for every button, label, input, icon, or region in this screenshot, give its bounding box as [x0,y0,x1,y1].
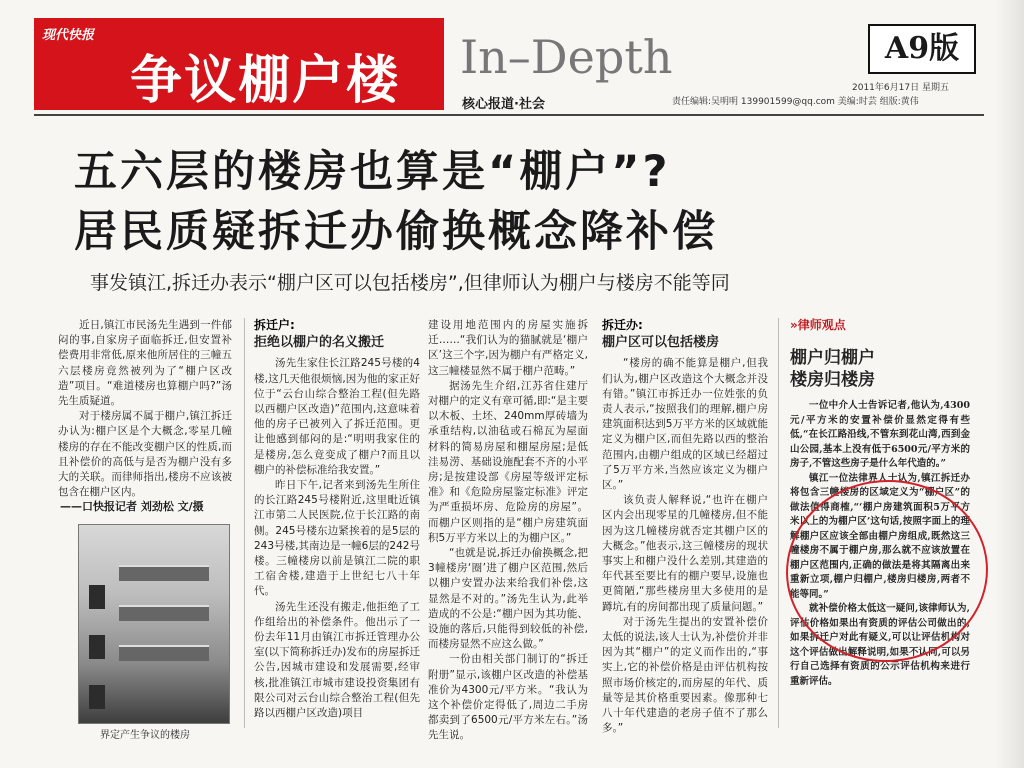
paragraph: “也就是说,拆迁办偷换概念,把3幢楼房‘圈’进了棚户区范围,然后以棚户安置办法来给我们补偿,这显然是不对的。”汤先生认为,此举造成的不公是:“棚户因为其功能、设施的落后,只能得到较低的补偿,而楼房显然不应这么做。” [428,547,588,651]
article-column-4 [602,318,768,748]
opinion-label: »律师观点 [790,318,846,332]
page-number-box: A9版 [868,24,976,74]
photo-caption: 界定产生争议的楼房 [100,730,190,741]
balcony [119,565,209,581]
opinion-title [790,347,970,391]
article-column-2 [254,318,420,748]
article-column-3 [428,318,588,748]
column-divider [778,318,779,728]
paragraph: 对于汤先生提出的安置补偿价太低的说法,该人士认为,补偿价并非因为其“棚户”的定义而作出的,“事实上,它的补偿价格是由评估机构按照市场价核定的,而房屋的年代、质量等是其价格重要因素。像那种七八十年代建造的老房子值不了那么多。” [602,615,768,735]
article-column-1 [58,318,232,518]
subhead-label: 拆迁办: [602,318,643,332]
paragraph: 近日,镇江市民汤先生遇到一件郁闷的事,自家房子面临拆迁,但安置补偿费用非常低,原来他所居住的三幢五六层楼房竟然被列为了“棚户区改造”项目。“难道楼房也算棚户吗?”汤先生质疑道。 [58,319,232,408]
building-photo [78,524,230,724]
balcony [119,645,209,661]
paragraph: 一位中介人士告诉记者,他认为,4300元/平方米的安置补偿价显然定得有些低,“在长江路沿线,不管东到花山湾,西到金山公园,基本上没有低于6500元/平方米的房子,不管这些房子是什么年代造的。” [790,400,970,470]
paragraph: 该负责人解释说,“也许在棚户区内会出现零星的几幢楼房,但不能因为这几幢楼房就否定其棚户区的大概念。”他表示,这三幢楼房的现状事实上和棚户没什么差别,其建造的年代甚至要比有的棚户要早,设施也更简陋,“那些楼房里大多使用的是蹲坑,有的房间都出现了质量问题。” [602,494,768,613]
paragraph: “楼房的确不能算是棚户,但我们认为,棚户区改造这个大概念并没有错。”镇江市拆迁办一位姓张的负责人表示,“按照我们的理解,棚户房建筑面积达到5万平方米的区域就能定义为棚户区,而但先路以西的整治范围内,由棚户组成的区域已经超过了5万平方米,当然应该定义为棚户区。” [602,357,768,492]
section-title: 争议棚户楼 [130,50,401,111]
subhead-title: 拒绝以棚户的名义搬迁 [254,335,385,351]
subhead-title: 棚户区可以包括楼房 [602,335,720,351]
paper-name: 现代快报 [42,28,95,43]
in-depth-label: In–Depth [460,30,673,84]
window [89,635,105,659]
window [89,585,105,609]
column-divider [244,318,245,728]
page-edge-shadow [994,0,1024,768]
headline-deck: 事发镇江,拆迁办表示“棚户区可以包括楼房”,但律师认为棚户与楼房不能等同 [90,272,730,294]
paragraph: 据汤先生介绍,江苏省住建厅对棚户的定义有章可循,即:“是主要以木板、土坯、240mm厚砖墙为承重结构,以油毡或石棉瓦为屋面材料的简易房屋和棚屋房屋;是低洼易涝、基础设施配套不齐的小平房;是按建设部《房屋等级评定标准》和《危险房屋鉴定标准》评定为严重损坏房、危险房的房屋”。而棚户区则指的是“棚户房建筑面积5万平方米以上的为棚户区。” [428,379,588,544]
paragraph: 镇江一位法律界人士认为,镇江拆迁办将包含三幢楼房的区域定义为“棚户区”的做法值得商榷,“‘棚户房建筑面积5万平方米以上的为棚户区’这句话,按照字面上的理解棚户区应该全部由棚户房组成,既然这三幢楼房不属于棚户房,那么就不应该放置在棚户区范围内,正确的做法是将其隔离出来重新立项,棚户归棚户,楼房归楼房,两者不能等同。” [790,472,970,600]
opinion-title-line-1: 棚户归棚户 [790,348,875,369]
paragraph: 就补偿价格太低这一疑问,该律师认为,评估价格如果出有资质的评估公司做出的,如果拆迁户对此有疑义,可以让评估机构对这个评估做出解释说明,如果不认同,可以另行自己选择有资质的公示评估机构来进行重新评估。 [790,603,970,687]
paragraph: 一份由相关部门制订的“拆迁附册”显示,该棚户区改造的补偿基准价为4300元/平方米。“我认为这个补偿价定得低了,周边二手房都卖到了6500元/平方米左右。”汤先生说。 [428,653,588,742]
window [89,685,105,709]
headline-line-1: 五六层的楼房也算是“棚户”? [74,147,671,197]
paragraph: 汤先生还没有搬走,他拒绝了工作组给出的补偿条件。他出示了一份去年11月由镇江市拆迁管理办公室(以下简称拆迁办)发布的房屋拆迁公告,因城市建设和发展需要,经审核,批准镇江市城市建设投资集团有限公司对云台山综合整治工程(但先路以西棚户区改造)项目 [254,600,420,720]
paragraph: 建设用地范围内的房屋实施拆迁……“我们认为的猫腻就是‘棚户区’这三个字,因为棚户有严格定义,这三幢楼显然不属于棚户范畴。” [428,319,588,377]
balcony [119,605,209,621]
issue-date: 2011年6月17日 星期五 [852,83,949,93]
reporter-byline: ——口快报记者 刘劲松 文/摄 [60,500,204,513]
subsection-label: 核心报道·社会 [462,97,545,112]
paragraph: 昨日下午,记者来到汤先生所住的长江路245号楼附近,这里毗近镇江市第二人民医院,位于长江路的南侧。245号楼东边紧挨着的是5层的243号楼,其南边是一幢6层的242号楼。三幢楼房以前是镇江二院的职工宿舍楼,建造于上世纪七八十年代。 [254,479,420,598]
masthead-divider [34,114,984,116]
headline-line-2: 居民质疑拆迁办偷换概念降补偿 [74,207,718,257]
paragraph: 对于楼房属不属于棚户,镇江拆迁办认为:棚户区是个大概念,零星几幢楼房的存在不能改变棚户区的性质,而且补偿价的高低与是否为棚户没有多大的关联。而律师指出,楼房不应该被包含在棚户区内。 [58,410,232,499]
editor-credits: 责任编辑:吴明明 139901599@qq.com 美编:时芸 组版:黄伟 [672,97,919,107]
subhead-label: 拆迁户: [254,318,295,332]
paragraph: 汤先生家住长江路245号楼的4楼,这几天他很烦恼,因为他的家正好位于“云台山综合整治工程(但先路以西棚户区改造)”范围内,这意味着他的房子已被列入了拆迁范围。更让他感到郁闷的是:“明明我家住的是楼房,怎么竟变成了棚户?而且以棚户的补偿标准给我安置。” [254,357,420,476]
opinion-title-line-2: 楼房归楼房 [790,370,875,391]
